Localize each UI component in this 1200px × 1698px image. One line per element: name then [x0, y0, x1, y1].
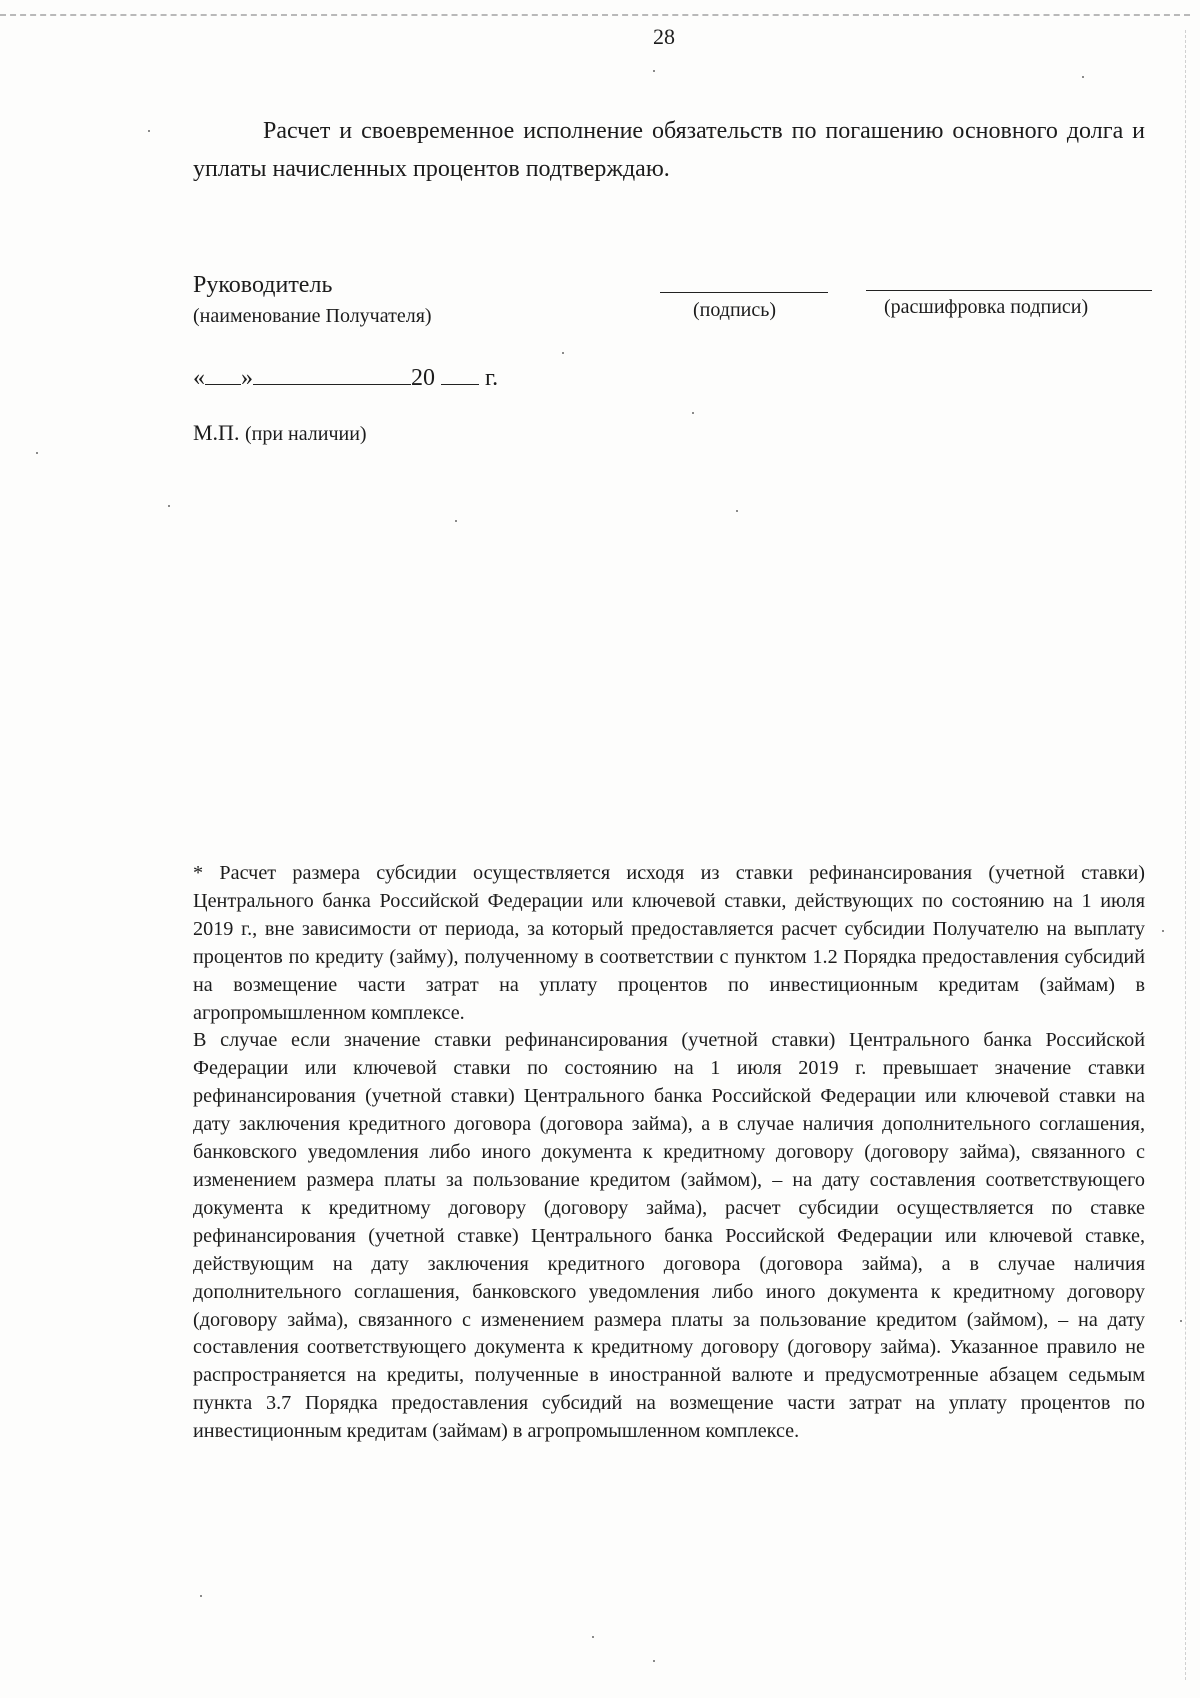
signature-caption: (подпись)	[693, 299, 777, 321]
scan-edge-right	[1185, 30, 1186, 1680]
scan-speck	[653, 70, 655, 72]
date-field	[193, 362, 498, 392]
scan-speck	[653, 1660, 655, 1662]
date-open-quote: «	[193, 365, 205, 391]
scan-speck	[736, 510, 738, 512]
signature-line	[660, 292, 828, 293]
scan-speck	[148, 130, 150, 132]
footnote-paragraph-1: * Расчет размера субсидии осуществляется исходя из ставки рефинансирования (учетной ставки) Центрального банка Российской Федерации или ключевой ставки, действующих по состоянию на 1 июля 2019 г., вне зависимости от периода, за который предоставляется расчет субсидии Получателю на выплату процентов по кредиту (займу), полученному в соответствии с пунктом 1.2 Порядка предоставления субсидий на возмещение части затрат на уплату процентов по инвестиционным кредитам (займам) в агропромышленном комплексе.	[193, 862, 1145, 1024]
date-century: 20	[411, 365, 435, 391]
date-year-suffix: г.	[485, 365, 499, 391]
page-number: 28	[653, 24, 675, 49]
footnote-paragraph-2: В случае если значение ставки рефинансирования (учетной ставки) Центрального банка Российской Федерации или ключевой ставки по состоянию на 1 июля 2019 г. превышает значение ставки рефинансирования (учетной ставки) Центрального банка Российской Федерации или ключевой ставки на дату заключения кредитного договора (договора займа), а в случае наличия дополнительного соглашения, банковского уведомления либо иного документа к кредитному договору (договору займа), связанного с изменением размера платы за пользование кредитом (займом), – на дату составления соответствующего документа к кредитному договору (договору займа), расчет субсидии осуществляется по ставке рефинансирования (учетной ставке) Центрального банка Российской Федерации или ключевой ставке, действующим на дату заключения кредитного договора (договора займа), а в случае наличия дополнительного соглашения, банковского уведомления либо иного документа к кредитному договору (договору займа), связанного с изменением размера платы за пользование кредитом (займом), – на дату составления соответствующего документа к кредитному договору (договору займа). Указанное правило не распространяется на кредиты, полученные в иностранной валюте и предусмотренные абзацем седьмым пункта 3.7 Порядка предоставления субсидий на возмещение части затрат на уплату процентов по инвестиционным кредитам (займам) в агропромышленном комплексе.	[193, 1029, 1145, 1443]
confirmation-statement	[193, 112, 1145, 188]
signature-block	[193, 270, 432, 331]
scan-speck	[455, 520, 457, 522]
confirmation-text: Расчет и своевременное исполнение обязательств по погашению основного долга и уплаты начисленных процентов подтверждаю.	[193, 118, 1145, 182]
scan-speck	[200, 1595, 202, 1597]
signature-decode-caption: (расшифровка подписи)	[884, 296, 1089, 318]
scan-speck	[1162, 930, 1164, 932]
scan-speck	[592, 1636, 594, 1638]
signer-title: Руководитель	[193, 272, 333, 298]
stamp-placeholder	[193, 420, 367, 446]
year-blank	[441, 362, 479, 385]
scan-speck	[168, 505, 170, 507]
scan-speck	[1180, 1320, 1182, 1322]
scan-speck	[692, 412, 694, 414]
day-blank	[205, 362, 241, 385]
scan-speck	[36, 452, 38, 454]
signature-decode-line	[866, 290, 1152, 291]
footnote	[193, 860, 1145, 1446]
month-blank	[253, 362, 411, 385]
scan-edge-top	[0, 14, 1190, 16]
scan-speck	[1082, 76, 1084, 78]
date-close-quote: »	[241, 365, 253, 391]
stamp-note: (при наличии)	[244, 423, 367, 445]
scan-speck	[562, 352, 564, 354]
stamp-label: М.П.	[193, 420, 240, 445]
recipient-name-caption: (наименование Получателя)	[193, 305, 432, 327]
